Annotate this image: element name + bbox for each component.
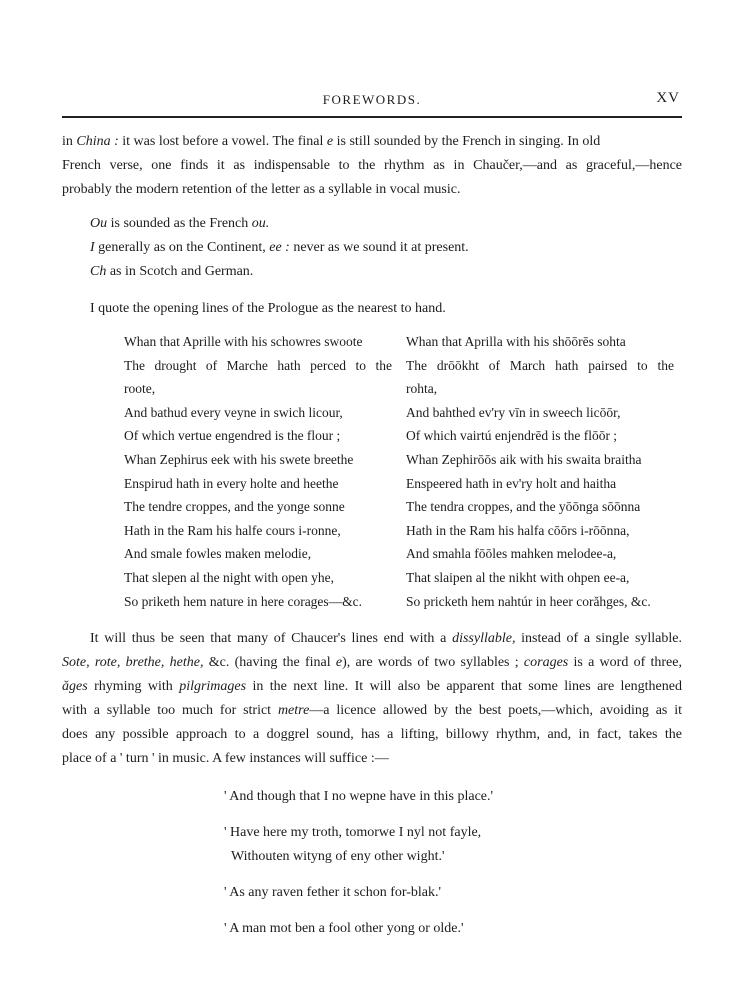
verse-line: The tendre croppes, and the yonge sonne: [124, 499, 345, 515]
quote-intro-text: I quote the opening lines of the Prologue as the nearest to hand.: [90, 301, 446, 316]
header-title: FOREWORDS.: [322, 92, 422, 107]
analysis-text: &c. (having the final: [203, 655, 336, 670]
verse-line: So priketh hem nature in here corages—&c.: [124, 593, 363, 609]
quote-line: ' As any raven fether it schon for-blak.': [224, 885, 442, 900]
verse-line: So pricketh hem nahtúr in heer corăhges, &c.: [406, 593, 651, 609]
note-i-text: generally as on the Continent,: [94, 240, 270, 255]
running-header: [62, 90, 682, 114]
verse-line: And bahthed ev'ry vīn in sweech licōōr,: [406, 404, 621, 420]
quote-intro: [90, 297, 682, 321]
verse-line: And smahla fōōles mahken melodee-a,: [406, 546, 617, 562]
analysis-text: instead of a single syllable.: [515, 631, 682, 646]
intro-line-2-text: French verse, one finds it as indispensable to the rhythm as in Chaučer,—and as graceful,—hence: [62, 158, 682, 173]
note-ou-term: Ou: [90, 216, 108, 231]
verse-line: And bathud every veyne in swich licour,: [124, 404, 343, 420]
analysis-line-6: [62, 747, 682, 771]
analysis-text: is a word of three,: [568, 655, 682, 670]
note-ou-text: is sounded as the French: [107, 216, 252, 231]
analysis-italic: metre: [277, 703, 310, 718]
analysis-text: ), are words of two syllables ;: [342, 655, 524, 670]
quote-line: Withouten wityng of eny other wight.': [231, 849, 445, 864]
analysis-italic: ăges: [62, 679, 88, 694]
analysis-italic: pilgrimages: [179, 679, 247, 694]
page-number: XV: [656, 90, 680, 106]
intro-text-a: it was lost before a vowel. The final: [118, 134, 327, 149]
verse-line: Enspirud hath in every holte and heethe: [124, 475, 339, 491]
verse-line: Of which vairtú enjendrēd is the flōōr ;: [406, 428, 618, 444]
analysis-text: with a syllable too much for strict: [62, 703, 278, 718]
analysis-text: does any possible approach to a doggrel sound, has a lifting, billowy rhythm, and, in fact, takes the: [62, 727, 682, 742]
analysis-text: place of a ' turn ' in music. A few instances will suffice :—: [62, 751, 389, 766]
intro-line-1: [62, 130, 682, 154]
verse-line: The drought of Marche hath perced to the: [124, 357, 392, 373]
verse-line: Hath in the Ram his halfa cōōrs i-rōōnna,: [406, 522, 630, 538]
header-rule: [62, 116, 682, 118]
intro-line-3-text: probably the modern retention of the letter as a syllable in vocal music.: [62, 182, 461, 197]
verse-line: That slepen al the night with open yhe,: [124, 569, 334, 585]
verse-line: Whan Zephirus eek with his swete breethe: [124, 451, 354, 467]
verse-line: That slaipen al the nikht with ohpen ee-a,: [406, 569, 630, 585]
note-i-text-2: never as we sound it at present.: [289, 240, 469, 255]
analysis-italic: e: [335, 655, 343, 670]
analysis-text: in the next line. It will also be apparent that some lines are lengthened: [246, 679, 682, 694]
verse-line: Enspeered hath in ev'ry holt and haitha: [406, 475, 617, 491]
analysis-text: —a licence allowed by the best poets,—which, avoiding as it: [309, 703, 682, 718]
verse-line: Of which vertue engendred is the flour ;: [124, 428, 341, 444]
verse-line: Hath in the Ram his halfe cours i-ronne,: [124, 522, 341, 538]
intro-italic-china: China :: [76, 134, 119, 149]
intro-line-3: [62, 178, 682, 202]
verse-line: The drōōkht of March hath pairsed to the: [406, 357, 674, 373]
verse-line: The tendra croppes, and the yōōnga sōōnna: [406, 499, 641, 515]
analysis-italic: dissyllable,: [452, 631, 516, 646]
quote-line: ' Have here my troth, tomorwe I nyl not fayle,: [224, 825, 482, 840]
verse-line: rohta,: [406, 381, 438, 397]
quoted-instances: [224, 785, 493, 941]
analysis-italic: corages: [523, 655, 569, 670]
verse-line: Whan that Aprilla with his shōōrēs sohta: [406, 334, 626, 349]
note-ch: [90, 260, 253, 284]
quote-line: ' And though that I no wepne have in this place.': [224, 789, 494, 804]
analysis-text: It will thus be seen that many of Chaucer's lines end with a: [90, 631, 453, 646]
note-ou-italic: ou.: [251, 216, 270, 231]
note-i: [90, 236, 469, 260]
analysis-italic: Sote, rote, brethe, hethe,: [62, 655, 204, 670]
note-ch-term: Ch: [90, 264, 107, 279]
verse-line: And smale fowles maken melodie,: [124, 546, 312, 562]
verse-pronunciation-column: [406, 330, 674, 613]
note-i-term: I: [90, 240, 95, 255]
verse-line: roote,: [124, 381, 156, 397]
note-ch-text: as in Scotch and German.: [106, 264, 254, 279]
verse-line: Whan Zephirōōs aik with his swaita braitha: [406, 451, 642, 467]
analysis-text: rhyming with: [87, 679, 180, 694]
verse-line: Whan that Aprille with his schowres swoote: [124, 334, 363, 349]
note-i-italic: ee :: [269, 240, 290, 255]
intro-text-b: is still sounded by the French in singing. In old: [333, 134, 601, 149]
quote-line: ' A man mot ben a fool other yong or olde.': [224, 921, 464, 936]
intro-italic-e: e: [326, 134, 334, 149]
note-ou: [90, 212, 269, 236]
intro-lead: in: [62, 134, 77, 149]
verse-original-column: [124, 330, 392, 613]
